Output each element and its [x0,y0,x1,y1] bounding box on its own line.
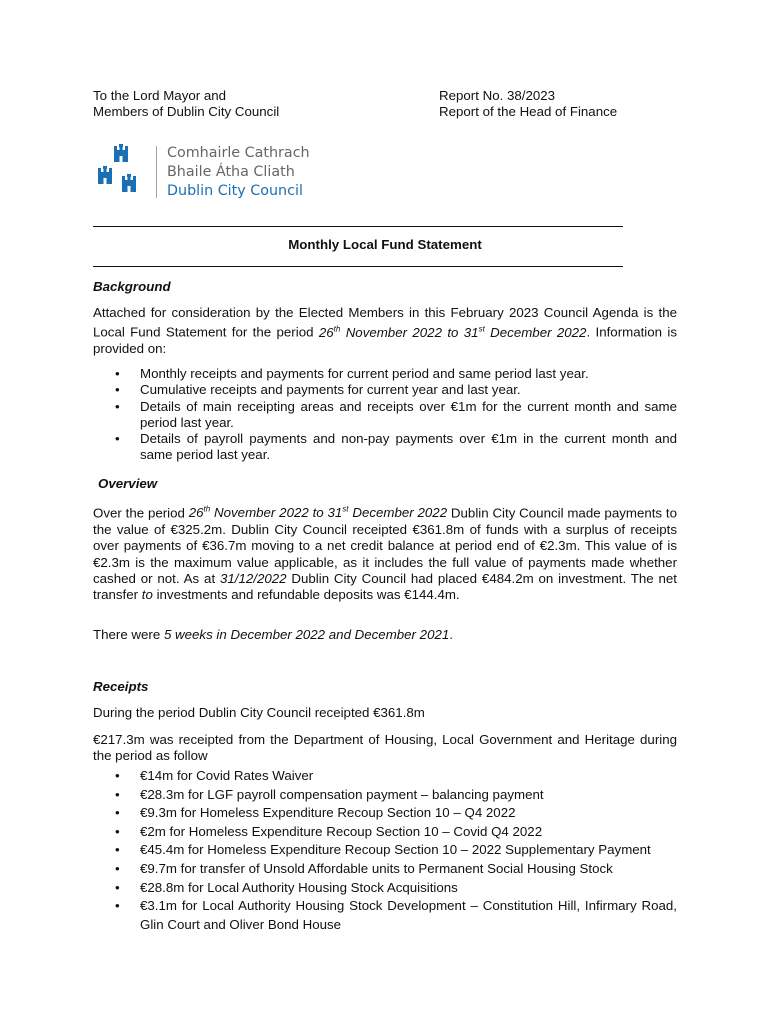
dublin-city-council-logo [94,140,334,202]
logo-wordmark [167,144,310,201]
list-item: • €9.3m for Homeless Expenditure Recoup Section 10 – Q4 2022 [93,804,677,823]
weeks-text-a: There were [93,627,164,642]
addressee-line-2: Members of Dublin City Council [93,104,280,119]
background-intro-end: . Information is provided on: [93,324,678,357]
weeks-text-italic: 5 weeks in December 2022 and December 2021 [163,627,450,642]
list-item: • €3.1m for Local Authority Housing Stock Development – Constitution Hill, Infirmary Road, Glin Court and Oliver Bond House [93,897,677,934]
list-item: • Monthly receipts and payments for current period and same period last year. [93,366,677,382]
overview-mid: November 2022 to 31 [210,505,343,521]
background-intro-text: Attached for consideration by the Elected Members in this February 2023 Council Agenda is the Local Fund Statement for the period [93,305,677,340]
overview-end: December 2022 [348,505,448,521]
period-mid: November 2022 to 31 [340,324,479,340]
overview-text-a: Over the period [93,505,189,521]
period-start-day: 26 [318,324,334,340]
overview-text-c: Dublin City Council had placed €484.2m on investment. The net transfer [93,571,677,603]
overview-paragraph-2 [93,627,677,643]
weeks-text-b: . [449,627,453,642]
overview-paragraph-1 [93,502,677,604]
receipts-paragraph-2: €217.3m was receipted from the Department of Housing, Local Government and Heritage during the period as follow [93,732,677,764]
report-author: Report of the Head of Finance [439,104,618,119]
list-item: • €28.3m for LGF payroll compensation payment – balancing payment [93,786,677,805]
overview-to: to [141,587,153,603]
period-end: December 2022 [484,324,587,340]
logo-line-irish-2: Bhaile Átha Cliath [167,164,295,180]
title-rule-bottom [93,266,623,267]
background-heading: Background [93,279,171,294]
list-item: • €45.4m for Homeless Expenditure Recoup Section 10 – 2022 Supplementary Payment [93,841,677,860]
logo-line-irish-1: Comhairle Cathrach [167,145,310,161]
castles-crest-icon [94,140,154,202]
title-rule-top [93,226,623,227]
period-end-suffix: st [478,324,485,334]
list-item: • €2m for Homeless Expenditure Recoup Section 10 – Covid Q4 2022 [93,823,677,842]
report-number: Report No. 38/2023 [439,88,556,103]
list-item: • €28.8m for Local Authority Housing Stock Acquisitions [93,879,677,898]
list-item: • €9.7m for transfer of Unsold Affordable units to Permanent Social Housing Stock [93,860,677,879]
list-item: • €14m for Covid Rates Waiver [93,767,677,786]
page-title: Monthly Local Fund Statement [288,237,482,252]
period-start-suffix: th [333,324,341,334]
list-item: • Details of main receipting areas and receipts over €1m for the current month and same period last year. [93,399,677,432]
overview-heading: Overview [98,476,158,491]
receipts-heading: Receipts [93,679,149,694]
overview-sup-1: th [203,505,211,514]
receipts-paragraph-1: During the period Dublin City Council receipted €361.8m [93,705,425,720]
list-item: • Details of payroll payments and non-pay payments over €1m in the current month and same period last year. [93,431,677,464]
logo-divider [156,146,157,198]
overview-text-b: Dublin City Council made payments to the value of €325.2m. Dublin City Council receipted €361.8m of funds with a surplus of receipts over payments of €36.7m moving to a net credit balance at period end of €2.3m. This value of is €2.3m is the maximum value applicable, as it includes the full value of payments made whether cashed or not. As at [93,505,677,587]
list-item: • Cumulative receipts and payments for current year and last year. [93,382,677,398]
overview-sup-2: st [342,505,349,514]
receipts-list [93,767,677,934]
addressee-line-1: To the Lord Mayor and [93,88,227,103]
overview-text-d: investments and refundable deposits was €144.4m. [152,587,460,603]
overview-period [189,505,447,520]
logo-line-english: Dublin City Council [167,183,303,199]
background-period [319,325,587,340]
overview-day: 26 [188,505,204,521]
background-intro [93,305,677,358]
background-list [93,366,677,464]
report-info-block [439,88,617,120]
addressee-block [93,88,279,120]
overview-date: 31/12/2022 [219,571,287,587]
